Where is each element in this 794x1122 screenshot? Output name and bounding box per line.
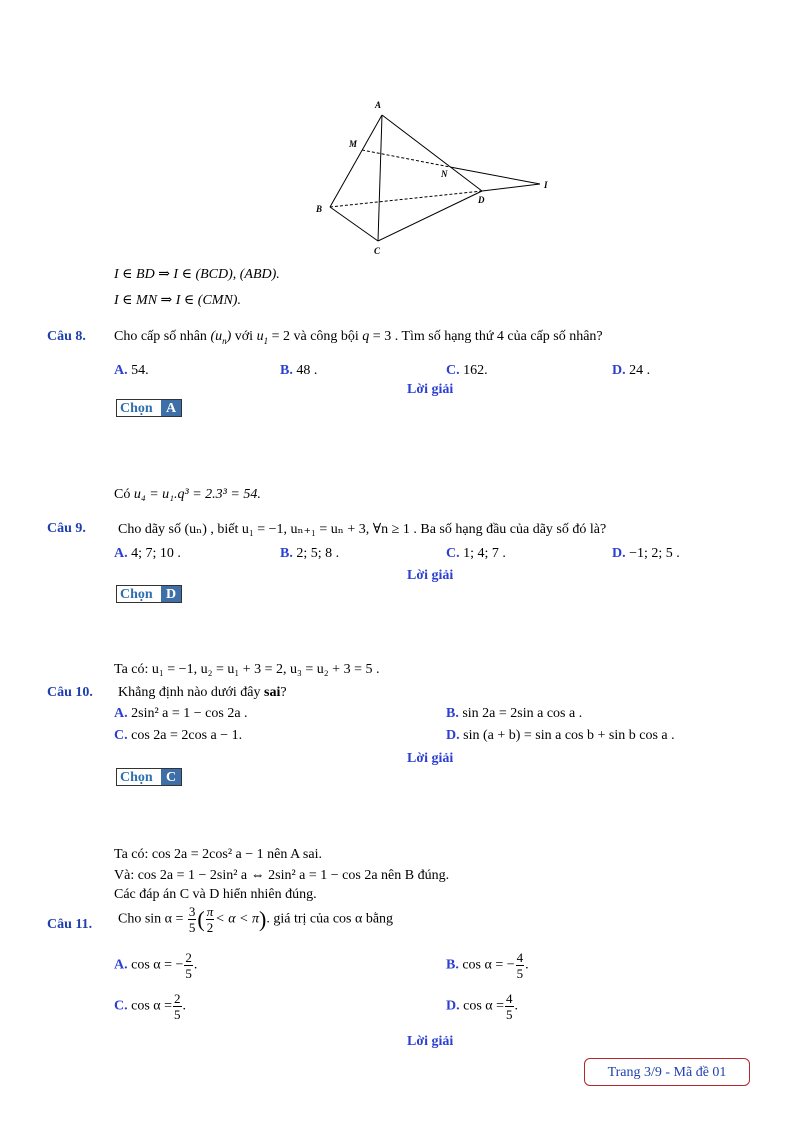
q10-solution-2: Và: cos 2a = 1 − 2sin² a ⇔ 2sin² a = 1 − cos 2a nên B đúng. xyxy=(114,868,450,883)
q9-text: Cho dãy số (uₙ) , biết u₁ = −1, uₙ₊₁ = uₙ + 3, ∀n ≥ 1 . Ba số hạng đầu của dãy số đó là? xyxy=(118,522,607,537)
label-m: M xyxy=(349,139,358,149)
tetrahedron-figure xyxy=(300,95,570,260)
q8-solution-title: Lời giải xyxy=(407,382,454,397)
q8-option-a[interactable]: A. 54. xyxy=(114,363,149,378)
q10-option-b[interactable]: B. sin 2a = 2sin a cos a . xyxy=(446,706,583,721)
page-footer: Trang 3/9 - Mã đề 01 xyxy=(584,1058,750,1086)
q11-frac-pi: $\frac{\pi}{2}$ xyxy=(206,904,214,935)
q8-u1: $u_1$ xyxy=(256,329,269,346)
q9-option-a[interactable]: A. 4; 7; 10 . xyxy=(114,546,181,561)
line-ni xyxy=(450,167,540,184)
edge-bc xyxy=(330,207,378,241)
q10-option-c[interactable]: C. cos 2a = 2cos a − 1. xyxy=(114,728,243,743)
label-n: N xyxy=(441,169,448,179)
q10-option-a[interactable]: A. 2sin² a = 1 − cos 2a . xyxy=(114,706,248,721)
edge-ab xyxy=(330,115,382,207)
q11-text: Cho sin α = $\frac{3}{5}$ ( $\frac{\pi}{2}$ < α < π). giá trị của cos α bằng xyxy=(118,904,394,935)
q10-text: Khẳng định nào dưới đây sai? xyxy=(118,685,287,700)
edge-cd xyxy=(378,191,482,241)
q9-chon-badge: Chọn D xyxy=(116,585,182,603)
label-c: C xyxy=(374,246,381,256)
q9-label: Câu 9. xyxy=(47,521,86,536)
line-di xyxy=(482,184,540,191)
q9-option-d[interactable]: D. −1; 2; 5 . xyxy=(612,546,680,561)
q8-option-b[interactable]: B. 48 . xyxy=(280,363,318,378)
q8-chon-letter: A xyxy=(161,400,181,416)
q8-un: $(u_n)$ xyxy=(210,329,232,346)
q9-option-b[interactable]: B. 2; 5; 8 . xyxy=(280,546,340,561)
label-d: D xyxy=(478,195,485,205)
q11-option-c[interactable]: C. cos α = $\frac{2}{5}$ . xyxy=(114,991,187,1022)
q8-text-a: Cho cấp số nhân xyxy=(114,329,211,344)
q9-solution-title: Lời giải xyxy=(407,568,454,583)
q9-solution: Ta có: u₁ = −1, u₂ = u₁ + 3 = 2, u₃ = u₂ + 3 = 5 . xyxy=(114,662,380,677)
q10-chon-badge: Chọn C xyxy=(116,768,182,786)
q11-frac-sin: $\frac{3}{5}$ xyxy=(188,904,196,935)
q8-option-d[interactable]: D. 24 . xyxy=(612,363,651,378)
line-mn-dashed xyxy=(362,150,450,167)
q11-option-a[interactable]: A. cos α = − $\frac{2}{5}$ . xyxy=(114,950,198,981)
q8-solution: Có u₄ = u₁.q³ = 2.3³ = 54. xyxy=(114,487,261,502)
q10-chon-letter: C xyxy=(161,769,181,785)
q8-chon-badge: Chọn A xyxy=(116,399,182,417)
q8-text: Cho cấp số nhân $(u_n)$ với $u_1 = 2$ và công bội q = 3 . Tìm số hạng thứ 4 của cấp số nhân? xyxy=(114,329,603,346)
q11-option-d[interactable]: D. cos α = $\frac{4}{5}$ . xyxy=(446,991,519,1022)
q10-solution-title: Lời giải xyxy=(407,751,454,766)
intro-line-1: I ∈ BD ⇒ I ∈ (BCD), (ABD). xyxy=(114,267,280,282)
edge-bd-dashed xyxy=(330,191,482,207)
q10-solution-3: Các đáp án C và D hiển nhiên đúng. xyxy=(114,887,317,902)
q11-label: Câu 11. xyxy=(47,917,93,932)
edge-ad xyxy=(382,115,482,191)
q8-label: Câu 8. xyxy=(47,329,86,344)
label-a: A xyxy=(375,100,382,110)
q9-option-c[interactable]: C. 1; 4; 7 . xyxy=(446,546,506,561)
label-b: B xyxy=(316,204,323,214)
edge-ac xyxy=(378,115,382,241)
q8-option-c[interactable]: C. 162. xyxy=(446,363,488,378)
label-i: I xyxy=(544,180,548,190)
intro-line-2: I ∈ MN ⇒ I ∈ (CMN). xyxy=(114,293,241,308)
q11-option-b[interactable]: B. cos α = − $\frac{4}{5}$ . xyxy=(446,950,529,981)
q11-solution-title: Lời giải xyxy=(407,1034,454,1049)
q10-label: Câu 10. xyxy=(47,685,93,700)
q10-option-d[interactable]: D. sin (a + b) = sin a cos b + sin b cos a . xyxy=(446,728,675,743)
q10-solution-1: Ta có: cos 2a = 2cos² a − 1 nên A sai. xyxy=(114,847,322,862)
q9-chon-letter: D xyxy=(161,586,181,602)
